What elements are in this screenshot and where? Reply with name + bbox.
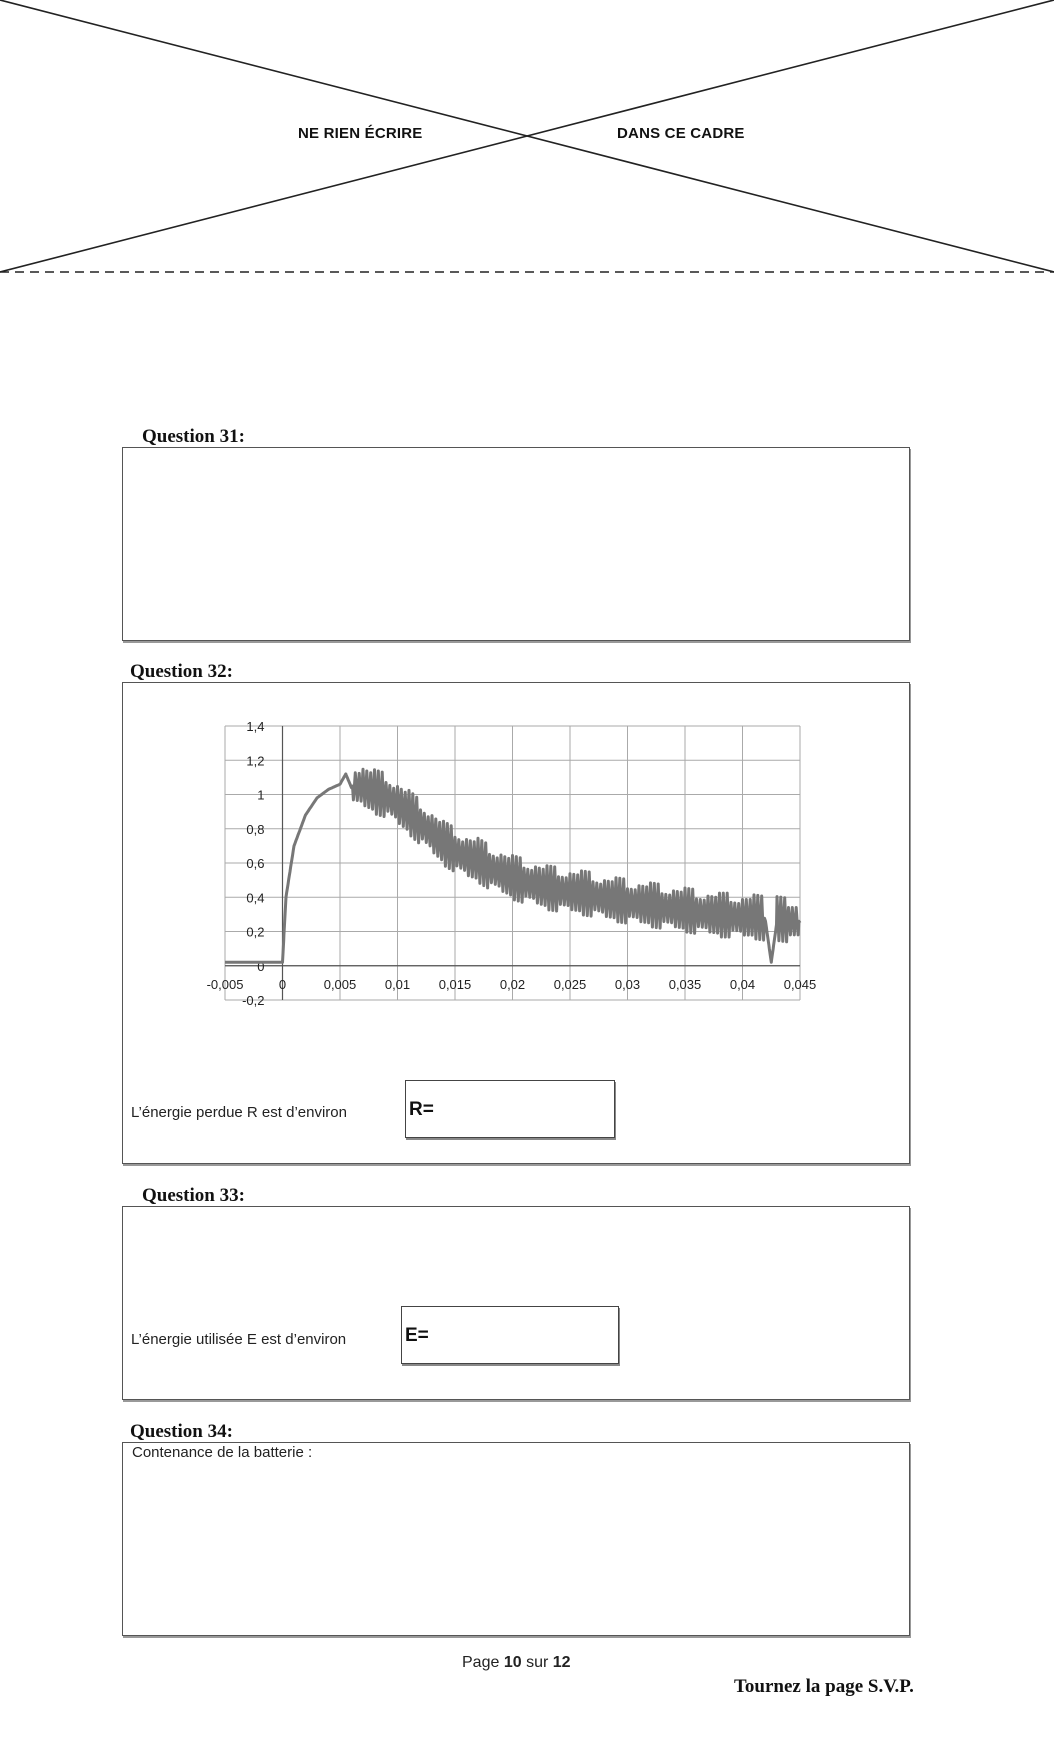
question-31-answer-area[interactable] — [122, 447, 910, 641]
x-tick-label: 0,015 — [438, 976, 472, 992]
y-tick-label: 1,4 — [246, 719, 265, 734]
turn-page-text: Tournez la page S.V.P. — [734, 1676, 914, 1697]
y-tick-label: 0,8 — [246, 821, 265, 837]
question-31-title: Question 31: — [142, 426, 245, 447]
x-tick-label: 0,02 — [499, 976, 526, 992]
energy-lost-symbol: R= — [409, 1099, 434, 1120]
y-tick-label: 1,2 — [246, 753, 265, 769]
x-tick-label: 0,035 — [668, 976, 702, 992]
y-tick-label: 0,4 — [246, 890, 265, 906]
x-tick-label: 0,04 — [729, 976, 756, 992]
page-number: Page 10 sur 12 — [462, 1654, 571, 1671]
y-tick-label: 0 — [257, 958, 265, 974]
energy-lost-label: L’énergie perdue R est d’environ — [131, 1104, 347, 1121]
x-tick-label: 0,01 — [384, 976, 411, 992]
energy-used-symbol: E= — [405, 1325, 429, 1346]
x-tick-label: 0,005 — [323, 976, 357, 992]
y-tick-label: 0,6 — [246, 856, 265, 871]
no-write-left-text: NE RIEN ÉCRIRE — [298, 125, 423, 142]
battery-capacity-prompt: Contenance de la batterie : — [132, 1444, 313, 1461]
no-write-right-text: DANS CE CADRE — [617, 125, 745, 142]
energy-used-label: L’énergie utilisée E est d’environ — [131, 1331, 347, 1348]
energy-used-input-box[interactable] — [401, 1306, 619, 1364]
question-34-answer-area[interactable] — [122, 1442, 910, 1636]
x-tick-label: 0,03 — [614, 976, 641, 992]
y-tick-label: -0,2 — [242, 993, 265, 1008]
y-tick-label: 0,2 — [246, 924, 265, 940]
x-tick-label: 0 — [278, 976, 287, 992]
y-tick-label: 1 — [257, 787, 265, 803]
question-34-title: Question 34: — [130, 1421, 233, 1442]
question-33-title: Question 33: — [142, 1185, 245, 1206]
question-32-title: Question 32: — [130, 661, 233, 682]
question-33-answer-area — [122, 1206, 910, 1400]
no-write-frame — [0, 0, 1054, 280]
power-time-chart — [190, 710, 830, 1010]
x-tick-label: 0,025 — [553, 976, 587, 992]
x-tick-label: -0,005 — [206, 976, 244, 992]
energy-lost-input-box[interactable] — [405, 1080, 615, 1138]
x-tick-label: 0,045 — [783, 976, 817, 992]
